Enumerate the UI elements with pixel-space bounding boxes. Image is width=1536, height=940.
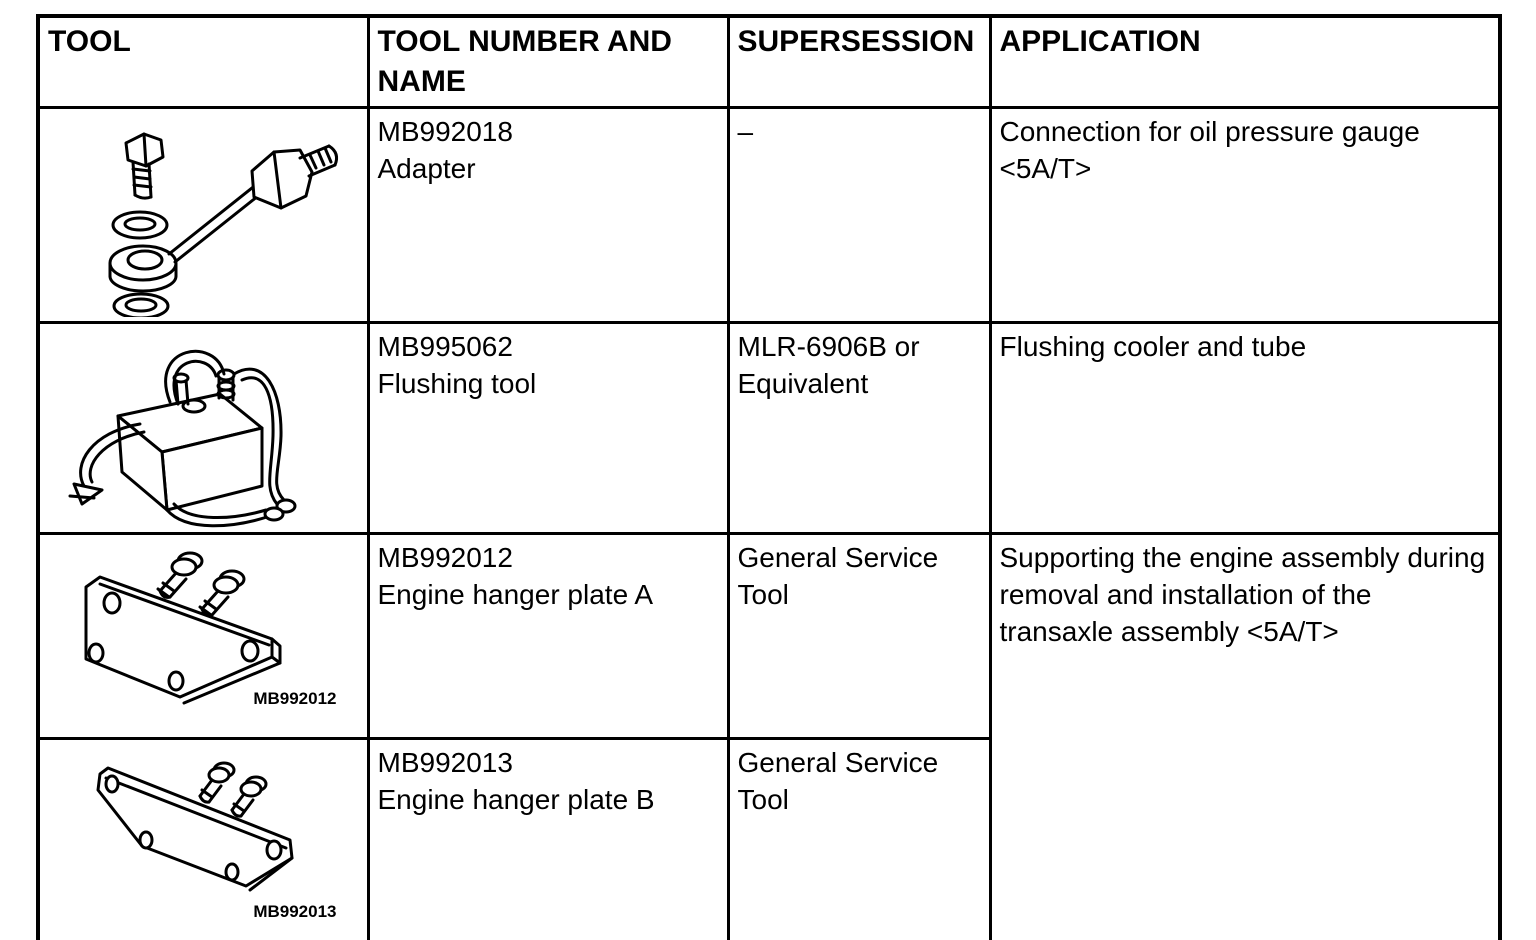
cell-supersession: – [728,108,990,323]
special-tools-table [36,14,1502,940]
cell-number-name [368,108,728,323]
flushing-tool-illustration [48,328,368,528]
tool-image-cell [38,323,368,534]
cell-number-name [368,739,728,940]
tool-name: Engine hanger plate B [377,784,655,815]
cell-number-name [368,323,728,534]
tool-name: Flushing tool [377,368,537,399]
cell-number-name [368,534,728,739]
table-row-hanger-plate-a [38,534,1500,739]
cell-supersession: MLR-6906B or Equivalent [728,323,990,534]
tool-name: Adapter [377,153,476,184]
table-header-row [38,16,1500,108]
cell-supersession: General Service Tool [728,534,990,739]
tool-number: MB992013 [377,747,513,778]
tool-number: MB995062 [377,331,513,362]
cell-supersession: General Service Tool [728,739,990,940]
tool-number: MB992018 [377,116,513,147]
header-application: APPLICATION [990,16,1500,108]
tool-image-cell [38,108,368,323]
illustration-part-number-label: MB992012 [253,689,337,708]
tool-name: Engine hanger plate A [377,579,654,610]
table-row-flushing-tool [38,323,1500,534]
header-tool-number-and-name: TOOL NUMBER AND NAME [368,16,728,108]
tool-image-cell [38,534,368,739]
cell-application-merged: Supporting the engine assembly during removal and installation of the transaxle assembly <5A/T> [990,534,1500,940]
table-row-adapter [38,108,1500,323]
tool-number: MB992012 [377,542,513,573]
cell-application: Connection for oil pressure gauge <5A/T> [990,108,1500,323]
illustration-part-number-label: MB992013 [253,902,337,921]
adapter-tool-illustration [48,113,368,317]
header-tool: TOOL [38,16,368,108]
cell-application: Flushing cooler and tube [990,323,1500,534]
header-supersession: SUPERSESSION [728,16,990,108]
tool-image-cell [38,739,368,940]
